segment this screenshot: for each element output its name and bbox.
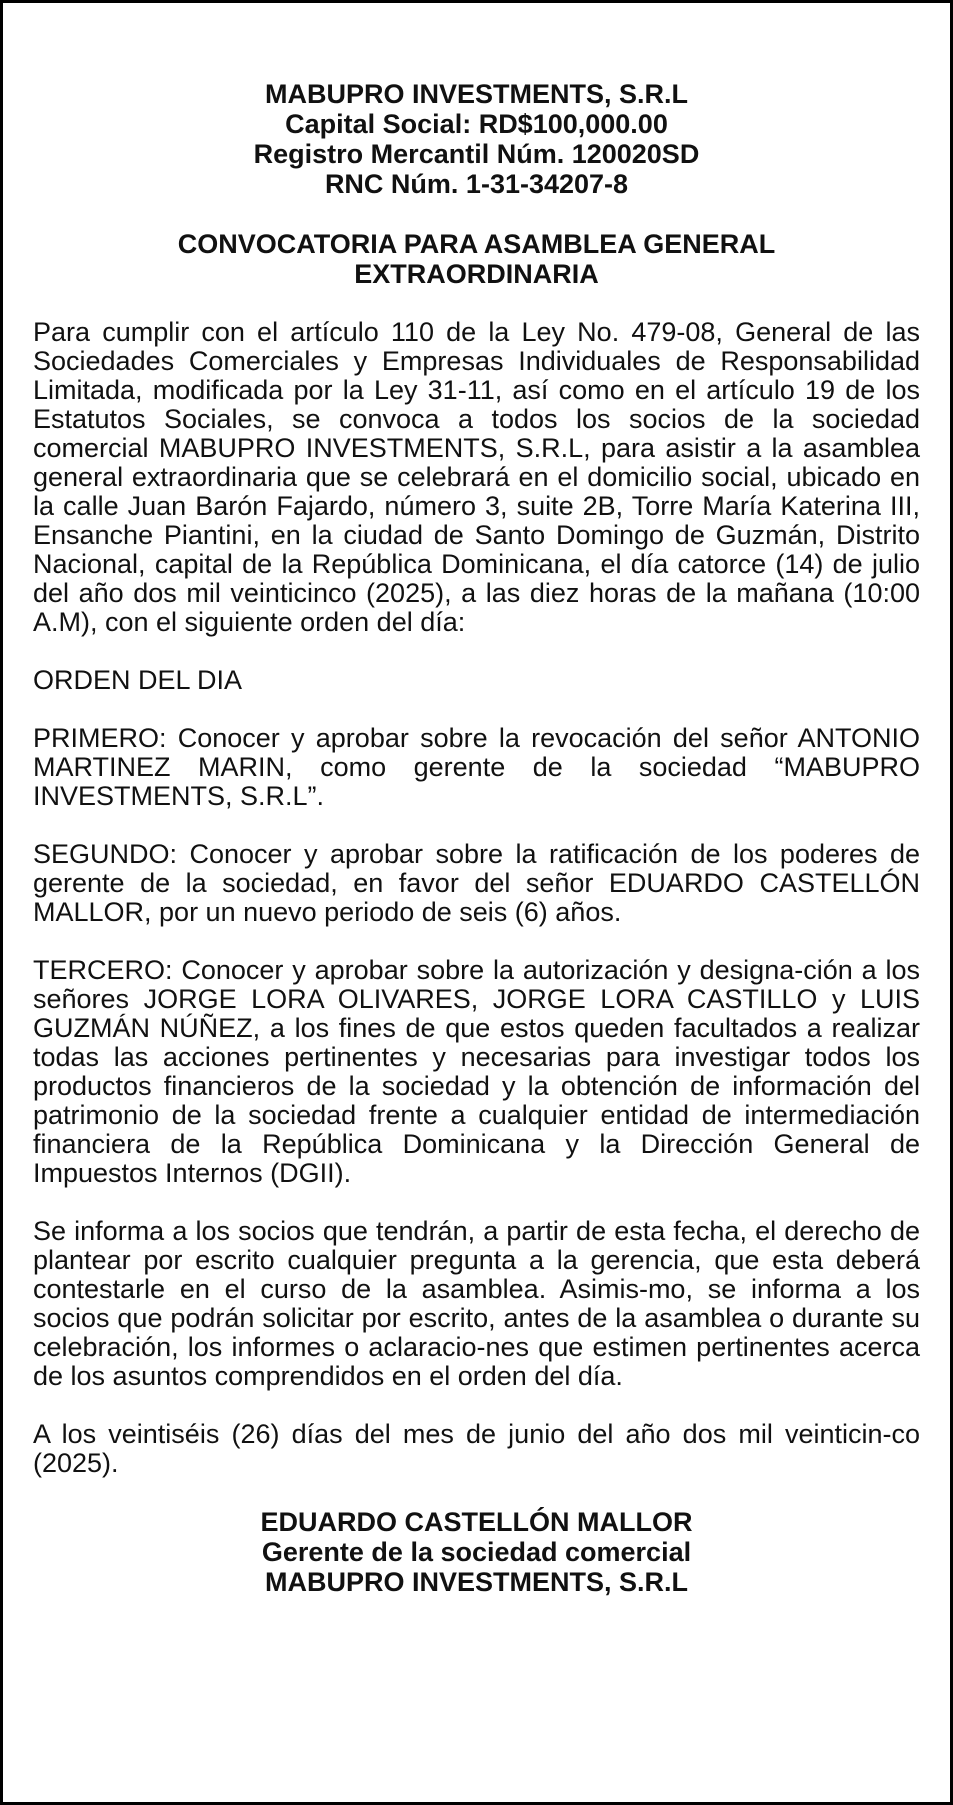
- date-paragraph: A los veintiséis (26) días del mes de junio del año dos mil veinticin-co (2025).: [33, 1419, 920, 1478]
- notice-title-line2: EXTRAORDINARIA: [354, 259, 599, 289]
- agenda-item-tercero: TERCERO: Conocer y aprobar sobre la autorización y designa-ción a los señores JORGE LORA OLIVARES, JORGE LORA CASTILLO y LUIS GUZMÁN NÚÑEZ, a los fines de que estos queden facultados a realizar todas las acciones pertinentes y necesarias para investigar todos los productos financieros de la sociedad y la obtención de información del patrimonio de la sociedad frente a cualquier entidad de intermediación financiera de la República Dominicana y la Dirección General de Impuestos Internos (DGII).: [33, 955, 920, 1188]
- signature-block: [33, 1507, 920, 1597]
- information-paragraph: Se informa a los socios que tendrán, a partir de esta fecha, el derecho de plantear por escrito cualquier pregunta a la gerencia, que esta deberá contestarle en el curso de la asamblea. Asimis-mo, se informa a los socios que podrán solicitar por escrito, antes de la asamblea o durante su celebración, los informes o aclaracio-nes que estimen pertinentes acerca de los asuntos comprendidos en el orden del día.: [33, 1216, 920, 1391]
- registro-mercantil: Registro Mercantil Núm. 120020SD: [253, 139, 700, 169]
- rnc-number: RNC Núm. 1-31-34207-8: [324, 169, 629, 199]
- company-header: [33, 79, 920, 199]
- agenda-item-primero: PRIMERO: Conocer y aprobar sobre la revocación del señor ANTONIO MARTINEZ MARIN, como gerente de la sociedad “MABUPRO INVESTMENTS, S.R.L”.: [33, 723, 920, 811]
- notice-body: [33, 318, 920, 1478]
- signatory-role: Gerente de la sociedad comercial: [261, 1537, 692, 1567]
- capital-social: Capital Social: RD$100,000.00: [285, 109, 668, 139]
- agenda-heading: ORDEN DEL DIA: [33, 665, 243, 695]
- company-name: MABUPRO INVESTMENTS, S.R.L: [264, 79, 689, 109]
- intro-paragraph: Para cumplir con el artículo 110 de la Ley No. 479-08, General de las Sociedades Comerciales y Empresas Individuales de Responsabilidad Limitada, modificada por la Ley 31-11, así como en el artículo 19 de los Estatutos Sociales, se convoca a todos los socios de la sociedad comercial MABUPRO INVESTMENTS, S.R.L, para asistir a la asamblea general extraordinaria que se celebrará en el domicilio social, ubicado en la calle Juan Barón Fajardo, número 3, suite 2B, Torre María Katerina III, Ensanche Piantini, en la ciudad de Santo Domingo de Guzmán, Distrito Nacional, capital de la República Dominicana, el día catorce (14) de julio del año dos mil veinticinco (2025), a las diez horas de la mañana (10:00 A.M), con el siguiente orden del día:: [33, 317, 920, 637]
- notice-title: [33, 229, 920, 289]
- signatory-name: EDUARDO CASTELLÓN MALLOR: [260, 1507, 693, 1537]
- signatory-company: MABUPRO INVESTMENTS, S.R.L: [264, 1567, 689, 1597]
- notice-title-line1: CONVOCATORIA PARA ASAMBLEA GENERAL: [177, 229, 776, 259]
- agenda-item-segundo: SEGUNDO: Conocer y aprobar sobre la ratificación de los poderes de gerente de la sociedad, en favor del señor EDUARDO CASTELLÓN MALLOR, por un nuevo periodo de seis (6) años.: [33, 839, 920, 927]
